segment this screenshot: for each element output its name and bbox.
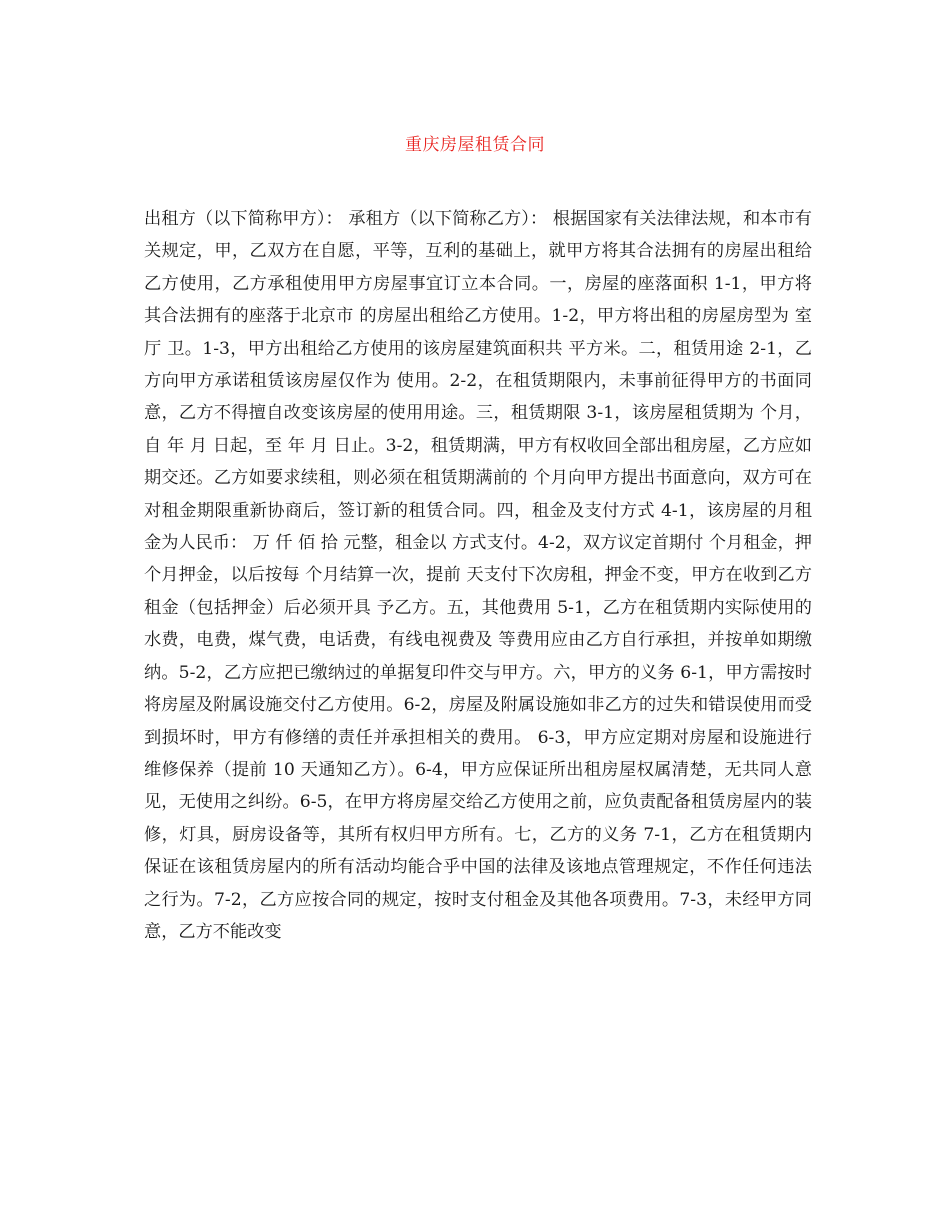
document-title: 重庆房屋租赁合同 xyxy=(405,135,545,155)
document-body: 出租方（以下简称甲方）： 承租方（以下简称乙方）： 根据国家有关法律法规，和本市有关规定，甲，乙双方在自愿，平等，互利的基础上，就甲方将其合法拥有的房屋出租给乙方使用，乙方承租使用甲方房屋事宜订立本合同。一，房屋的座落面积 1-1，甲方将其合法拥有的座落于北京市 的房屋出租给乙方使用。1-2，甲方将出租的房屋房型为 室 厅 卫。1-3，甲方出租给乙方使用的该房屋建筑面积共 平方米。二，租赁用途 2-1，乙方向甲方承诺租赁该房屋仅作为 使用。2-2，在租赁期限内，未事前征得甲方的书面同意，乙方不得擅自改变该房屋的使用用途。三，租赁期限 3-1，该房屋租赁期为 个月，自 年 月 日起，至 年 月 日止。3-2，租赁期满，甲方有权收回全部出租房屋，乙方应如期交还。乙方如要求续租，则必须在租赁期满前的 个月向甲方提出书面意向，双方可在对租金期限重新协商后，签订新的租赁合同。四，租金及支付方式 4-1，该房屋的月租金为人民币： 万 仟 佰 拾 元整，租金以 方式支付。4-2，双方议定首期付 个月租金，押 个月押金，以后按每 个月结算一次，提前 天支付下次房租，押金不变，甲方在收到乙方租金（包括押金）后必须开具 予乙方。五，其他费用 5-1，乙方在租赁期内实际使用的水费，电费，煤气费，电话费，有线电视费及 等费用应由乙方自行承担，并按单如期缴纳。5-2，乙方应把已缴纳过的单据复印件交与甲方。六，甲方的义务 6-1，甲方需按时将房屋及附属设施交付乙方使用。6-2，房屋及附属设施如非乙方的过失和错误使用而受到损坏时，甲方有修缮的责任并承担相关的费用。 6-3，甲方应定期对房屋和设施进行维修保养（提前 10 天通知乙方）。6-4，甲方应保证所出租房屋权属清楚，无共同人意见，无使用之纠纷。6-5，在甲方将房屋交给乙方使用之前，应负责配备租赁房屋内的装修，灯具，厨房设备等，其所有权归甲方所有。七，乙方的义务 7-1，乙方在租赁期内保证在该租赁房屋内的所有活动均能合乎中国的法律及该地点管理规定，不作任何违法之行为。7-2，乙方应按合同的规定，按时支付租金及其他各项费用。7-3，未经甲方同意，乙方不能改变 xyxy=(144,209,812,942)
